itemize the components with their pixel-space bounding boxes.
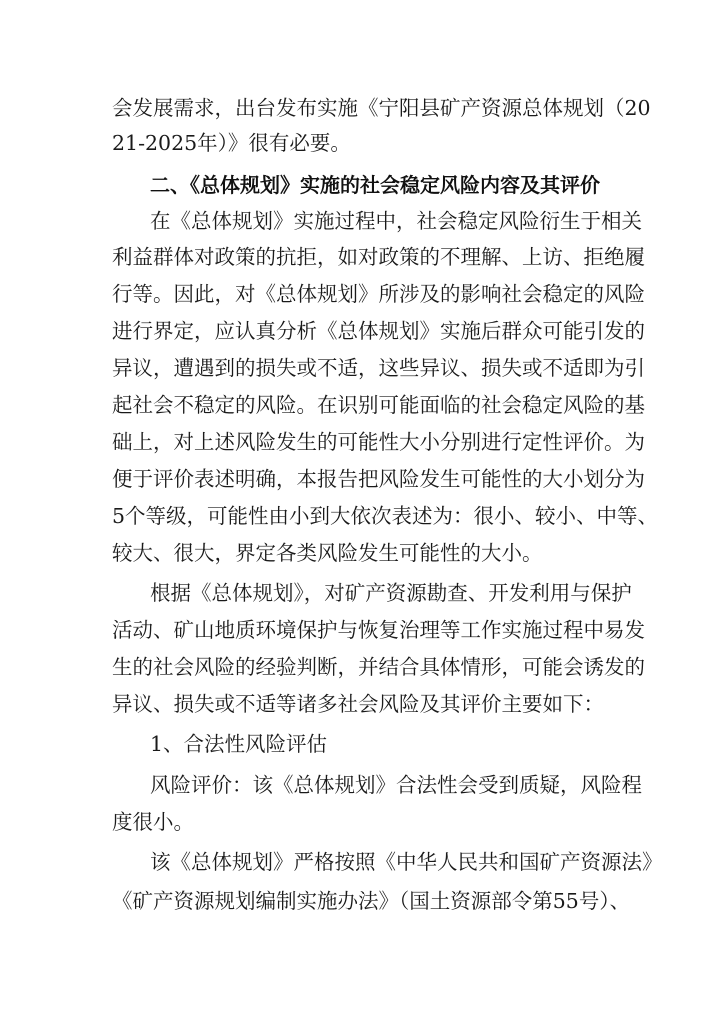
text-line: 会发展需求，出台发布实施《宁阳县矿产资源总体规划（20	[112, 96, 651, 120]
text-line: 异议，遭遇到的损失或不适，这些异议、损失或不适即为引	[112, 356, 645, 380]
text-line: 度很小。	[112, 810, 194, 834]
text-line: 《矿产资源规划编制实施办法》（国土资源部令第55号）、	[112, 889, 631, 913]
text-line: 21-2025年）》很有必要。	[112, 131, 351, 155]
text-line: 生的社会风险的经验判断，并结合具体情形，可能会诱发的	[112, 655, 645, 679]
subsection-heading: 1、合法性风险评估	[150, 732, 328, 756]
text-line: 根据《总体规划》，对矿产资源勘查、开发利用与保护	[150, 581, 632, 605]
text-line: 行等。因此，对《总体规划》所涉及的影响社会稳定的风险	[112, 282, 645, 306]
text-line: 起社会不稳定的风险。在识别可能面临的社会稳定风险的基	[112, 393, 645, 417]
text-line: 该《总体规划》严格按照《中华人民共和国矿产资源法》	[150, 850, 663, 874]
text-line: 5个等级，可能性由小到大依次表述为：很小、较小、中等、	[112, 504, 659, 528]
section-heading: 二、《总体规划》实施的社会稳定风险内容及其评价	[150, 173, 600, 197]
text-line: 便于评价表述明确，本报告把风险发生可能性的大小划分为	[112, 467, 645, 491]
text-line: 较大、很大，界定各类风险发生可能性的大小。	[112, 541, 543, 565]
text-line: 础上，对上述风险发生的可能性大小分别进行定性评价。为	[112, 430, 645, 454]
text-line: 利益群体对政策的抗拒，如对政策的不理解、上访、拒绝履	[112, 245, 645, 269]
text-line: 风险评价：该《总体规划》合法性会受到质疑，风险程	[150, 773, 642, 797]
text-line: 进行界定，应认真分析《总体规划》实施后群众可能引发的	[112, 319, 645, 343]
text-line: 在《总体规划》实施过程中，社会稳定风险衍生于相关	[150, 209, 642, 233]
text-line: 活动、矿山地质环境保护与恢复治理等工作实施过程中易发	[112, 618, 645, 642]
text-line: 异议、损失或不适等诸多社会风险及其评价主要如下：	[112, 692, 604, 716]
